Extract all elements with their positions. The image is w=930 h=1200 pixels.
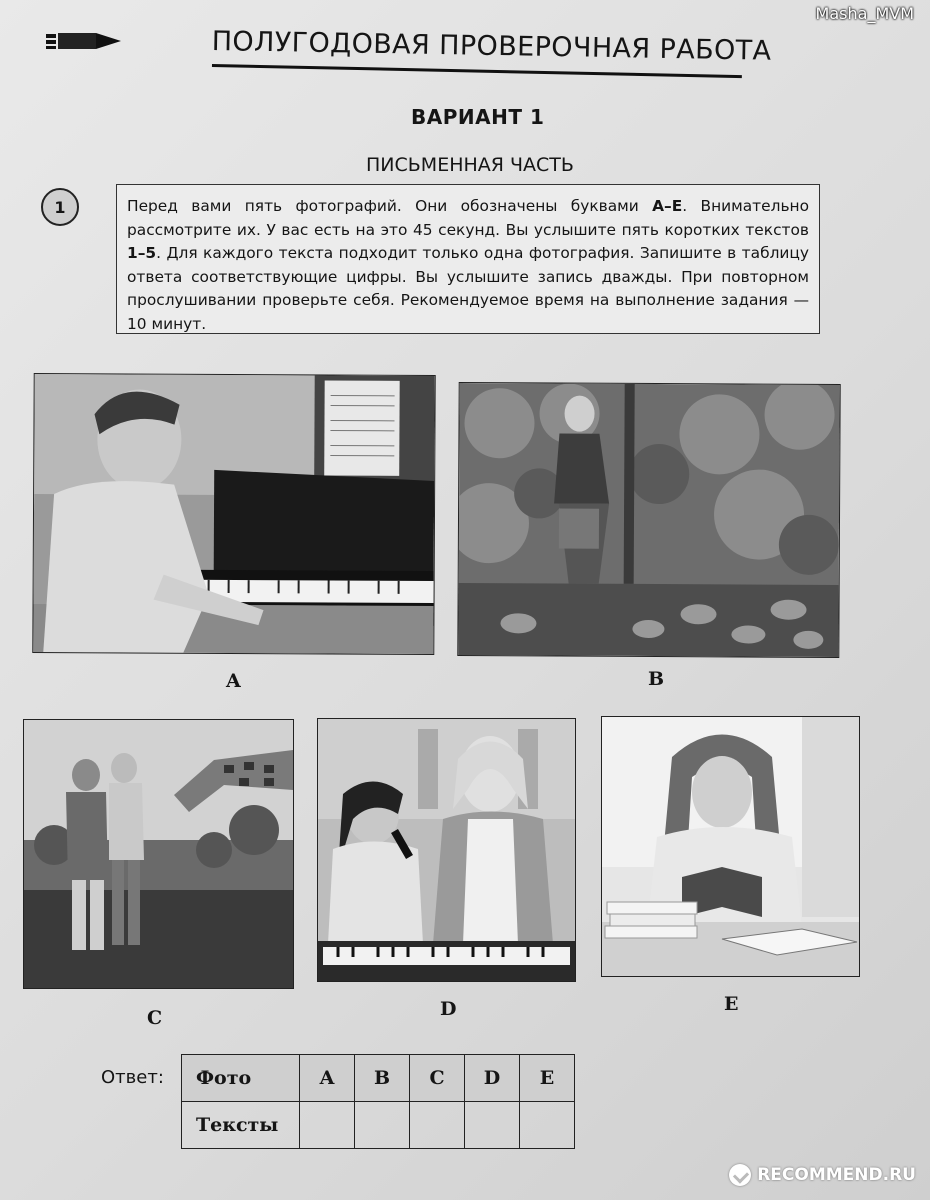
- photo-label-d: D: [440, 998, 457, 1020]
- pencil-icon: [46, 30, 121, 52]
- variant-heading: ВАРИАНТ 1: [411, 105, 545, 129]
- boy-playing-piano-photo: [33, 374, 434, 654]
- children-feeding-giraffe-photo: [24, 720, 293, 988]
- instruction-text: Перед вами пять фотографий. Они обозначены буквами: [127, 197, 653, 215]
- answer-column-b: B: [355, 1055, 410, 1102]
- watermark-username: Masha_MVM: [815, 4, 914, 23]
- instruction-text: . Для каждого текста подходит только одна фотография. Запишите в таблицу ответа соответствующие цифры. Вы услышите запись дважды. При повторном прослушивании проверьте себя. Рекомендуемое время на выполнение задания — 10 минут.: [127, 244, 809, 333]
- answer-header-texts: Тексты: [182, 1102, 300, 1149]
- photo-label-a: A: [226, 670, 241, 692]
- task-instruction-box: [116, 184, 820, 334]
- answer-column-a: A: [300, 1055, 355, 1102]
- answer-column-e: E: [520, 1055, 575, 1102]
- photo-d: [317, 718, 576, 982]
- answer-cell-e[interactable]: [520, 1102, 575, 1149]
- answer-cell-a[interactable]: [300, 1102, 355, 1149]
- woman-feeding-chickens-photo: [458, 383, 839, 657]
- answer-label: Ответ:: [101, 1067, 164, 1088]
- page-title: ПОЛУГОДОВАЯ ПРОВЕРОЧНАЯ РАБОТА: [211, 26, 772, 67]
- watermark-site-text: RECOMMEND.RU: [757, 1165, 916, 1185]
- task-number-badge: 1: [41, 188, 79, 226]
- photo-label-b: B: [648, 668, 665, 690]
- girl-singing-woman-keyboard-photo: [318, 719, 575, 981]
- answer-table: [181, 1054, 575, 1149]
- photo-b: [457, 382, 840, 658]
- photo-a: [32, 373, 435, 655]
- watermark-site: [729, 1164, 916, 1186]
- answer-cell-b[interactable]: [355, 1102, 410, 1149]
- title-underline: [212, 64, 742, 78]
- photo-c: [23, 719, 294, 989]
- recommend-logo-icon: [729, 1164, 751, 1186]
- answer-header-photo: Фото: [182, 1055, 300, 1102]
- instruction-bold-letters: A–E: [652, 197, 683, 215]
- answer-column-d: D: [465, 1055, 520, 1102]
- photo-label-e: E: [724, 993, 739, 1015]
- instruction-text: . Внимательно рассмотрите их. У вас есть на это 45 секунд. Вы услышите пять коротких текстов: [127, 197, 809, 239]
- answer-column-c: C: [410, 1055, 465, 1102]
- answer-row-texts: [182, 1102, 575, 1149]
- photo-label-c: C: [147, 1007, 163, 1029]
- answer-row-photos: [182, 1055, 575, 1102]
- answer-cell-d[interactable]: [465, 1102, 520, 1149]
- photo-e: [601, 716, 860, 977]
- section-heading: ПИСЬМЕННАЯ ЧАСТЬ: [366, 154, 574, 176]
- answer-cell-c[interactable]: [410, 1102, 465, 1149]
- girl-reading-book-photo: [602, 717, 859, 976]
- instruction-bold-numbers: 1–5: [127, 244, 157, 262]
